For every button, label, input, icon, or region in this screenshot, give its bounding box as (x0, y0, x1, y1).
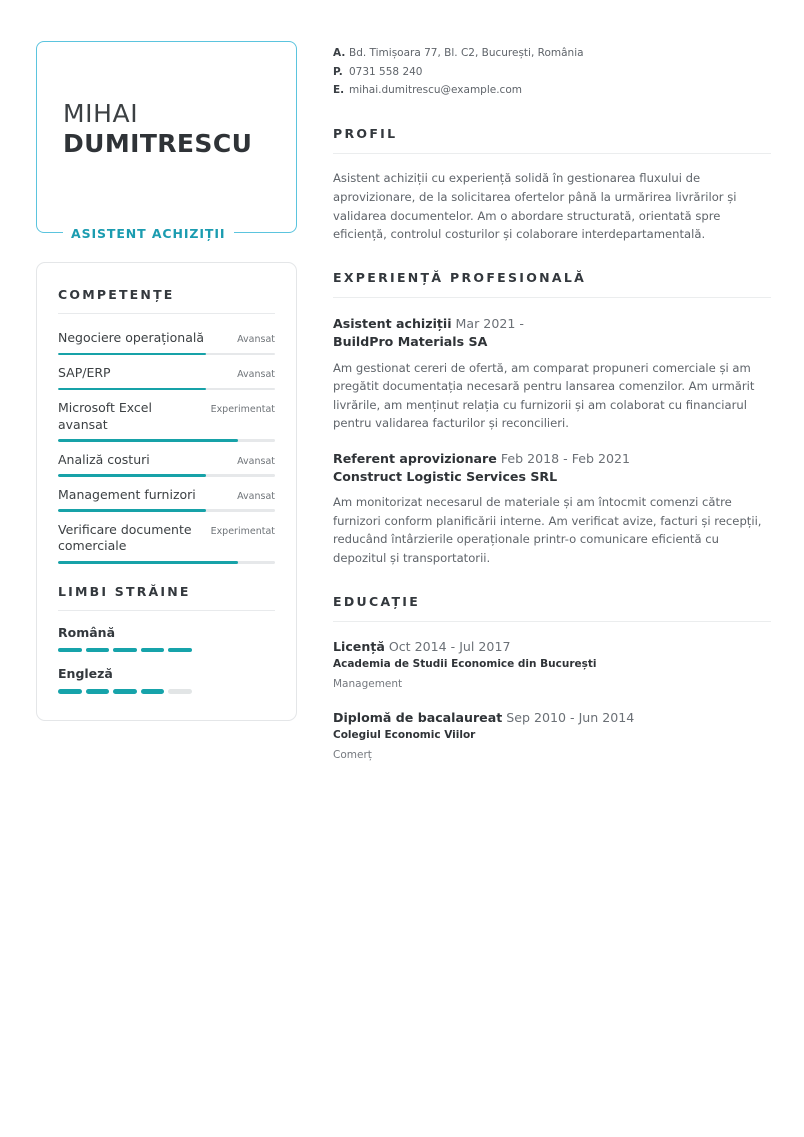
language-segment (168, 689, 192, 694)
skill-fill (58, 509, 206, 512)
email-label: E. (333, 84, 345, 97)
skill-level: Experimentat (210, 525, 275, 537)
skill-item (58, 512, 275, 564)
experience-description: Am monitorizat necesarul de materiale și am întocmit comenzi către furnizori conform planificării interne. Am verificat avize, facturi și recepții, reducând întârzierile operaționale printr-o comunicare eficientă cu depozitul și transportatorii. (333, 495, 762, 566)
skill-level: Experimentat (210, 404, 275, 416)
contact-block (333, 44, 771, 100)
experience-entry-head (333, 315, 771, 333)
profile-heading: PROFIL (333, 126, 398, 142)
skill-name: Negociere operațională (58, 330, 204, 345)
education-field: Management (333, 677, 403, 690)
skills-list (58, 320, 275, 564)
language-rating (58, 689, 192, 694)
skill-fill (58, 561, 238, 564)
language-segment (168, 648, 192, 653)
languages-heading: LIMBI STRĂINE (58, 583, 191, 599)
education-section (333, 594, 771, 764)
experience-divider (333, 297, 771, 298)
profile-text: Asistent achiziții cu experiență solidă în gestionarea fluxului de aprovizionare, de la solicitarea ofertelor până la urmărirea livrărilor și validarea documentelor. Am o abordare structurată, orientată spre eficiență, controlul costurilor și colaborare interdepartamentală. (333, 171, 737, 242)
education-divider (333, 621, 771, 622)
skill-item (58, 477, 275, 512)
skill-name: Microsoft Excel avansat (58, 400, 152, 432)
experience-role: Referent aprovizionare (333, 450, 497, 466)
education-entry-head (333, 709, 771, 727)
contact-phone (333, 63, 771, 82)
languages-divider (58, 610, 275, 611)
skill-item (58, 355, 275, 390)
address-value: Bd. Timișoara 77, Bl. C2, București, România (349, 47, 584, 59)
education-degree: Licență (333, 638, 385, 654)
email-value: mihai.dumitrescu@example.com (349, 84, 522, 97)
language-segment (113, 648, 137, 653)
skill-item (58, 442, 275, 477)
education-field: Comerț (333, 749, 372, 762)
skill-level: Avansat (237, 455, 275, 467)
experience-date: Feb 2018 - Feb 2021 (500, 450, 631, 466)
first-name: MIHAI (63, 98, 139, 128)
skill-name: Verificare documente comerciale (58, 521, 192, 554)
languages-section (58, 584, 275, 694)
phone-label: P. (333, 65, 343, 78)
language-item (58, 625, 275, 653)
skill-level: Avansat (237, 369, 275, 381)
language-name: Română (58, 624, 116, 640)
name-header-box (36, 41, 297, 241)
skill-name: SAP/ERP (58, 365, 111, 381)
experience-role: Asistent achiziții (333, 316, 452, 332)
skill-track (58, 388, 275, 391)
language-segment (86, 689, 110, 694)
skill-fill (58, 474, 206, 477)
education-entry (333, 709, 771, 764)
experience-org: BuildPro Materials SA (333, 334, 488, 350)
skills-divider (58, 313, 275, 314)
language-segment (141, 648, 165, 653)
skill-track (58, 509, 275, 512)
language-item (58, 666, 275, 694)
phone-value: 0731 558 240 (349, 65, 423, 78)
skill-fill (58, 388, 206, 391)
language-name: Engleză (58, 666, 113, 682)
skill-fill (58, 439, 238, 442)
skill-name: Management furnizori (58, 486, 196, 502)
job-title: ASISTENT ACHIZIȚII (63, 226, 234, 241)
education-degree: Diplomă de bacalaureat (333, 709, 503, 725)
education-entry-head (333, 638, 771, 656)
skill-item (58, 390, 275, 442)
experience-entry (333, 450, 771, 568)
sidebar (36, 41, 297, 721)
last-name: DUMITRESCU (63, 129, 253, 158)
skill-track (58, 439, 275, 442)
education-school: Colegiul Economic Viilor (333, 729, 476, 742)
education-date: Oct 2014 - Jul 2017 (388, 638, 511, 654)
contact-email (333, 81, 771, 100)
language-segment (141, 689, 165, 694)
skill-level: Avansat (237, 490, 275, 502)
experience-section (333, 270, 771, 567)
skill-level: Avansat (237, 334, 275, 345)
education-date: Sep 2010 - Jun 2014 (506, 709, 635, 725)
skill-track (58, 353, 275, 356)
education-entry (333, 638, 771, 693)
address-label: A. (333, 47, 346, 59)
experience-heading: EXPERIENȚĂ PROFESIONALĂ (333, 270, 587, 286)
experience-entry-head (333, 450, 771, 468)
experience-org: Construct Logistic Services SRL (333, 469, 558, 485)
sidebar-card (36, 262, 297, 721)
skill-fill (58, 353, 206, 356)
experience-entry (333, 315, 771, 433)
experience-date: Mar 2021 - (455, 316, 524, 332)
skill-name: Analiză costuri (58, 451, 150, 467)
main-content (333, 44, 771, 764)
language-segment (58, 648, 82, 653)
education-heading: EDUCAȚIE (333, 593, 421, 609)
skills-heading: COMPETENȚE (58, 287, 175, 302)
language-segment (58, 689, 82, 694)
skill-track (58, 474, 275, 477)
profile-section (333, 126, 771, 244)
language-segment (86, 648, 110, 653)
skill-item (58, 320, 275, 355)
education-school: Academia de Studii Economice din București (333, 658, 597, 671)
contact-address (333, 44, 771, 63)
language-segment (113, 689, 137, 694)
language-rating (58, 648, 192, 653)
profile-divider (333, 153, 771, 154)
experience-description: Am gestionat cereri de ofertă, am comparat propuneri comerciale și am pregătit documentația necesară pentru lansarea comenzilor. Am urmărit livrările, am menținut relația cu furnizorii și am colaborat cu financiarul pentru validarea facturilor și reconcilieri. (333, 360, 755, 431)
skill-track (58, 561, 275, 564)
